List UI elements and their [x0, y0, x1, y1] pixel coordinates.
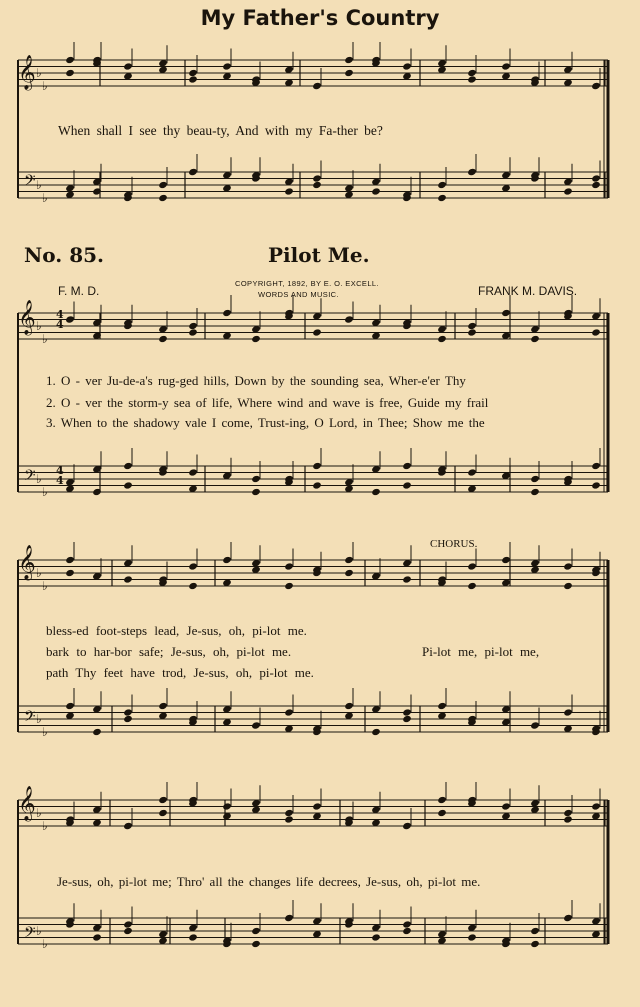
note-head [123, 481, 133, 489]
treble-clef-icon: 𝄞 [18, 786, 36, 821]
flat-icon: ♭ [36, 712, 42, 726]
note-head [530, 488, 540, 496]
note-head [123, 920, 133, 928]
note-head [65, 69, 75, 77]
note-head [158, 796, 168, 804]
flat-icon: ♭ [36, 806, 42, 820]
verse-2-line-2: bark to har-bor safe; Je-sus, oh, pi-lot me. [46, 644, 292, 659]
note-head [563, 187, 573, 195]
note-head [188, 562, 198, 570]
flat-icon: ♭ [36, 924, 42, 938]
bass-clef-icon: 𝄢 [24, 708, 36, 729]
note-head [371, 933, 381, 941]
note-head [312, 82, 322, 90]
note-head [530, 940, 540, 948]
note-head [437, 702, 447, 710]
note-head [65, 702, 75, 710]
note-head [467, 328, 477, 336]
note-head [402, 920, 412, 928]
chorus-words: Pi-lot me, pi-lot me, [422, 644, 540, 659]
flat-icon: ♭ [42, 191, 48, 205]
note-head [467, 322, 477, 330]
flat-icon: ♭ [42, 937, 48, 951]
note-head [437, 809, 447, 817]
note-head [158, 181, 168, 189]
note-head [312, 802, 322, 810]
note-head [591, 802, 601, 810]
composer: FRANK M. DAVIS. [478, 284, 578, 298]
note-head [437, 181, 447, 189]
note-head [158, 702, 168, 710]
note-head [501, 62, 511, 70]
note-head [188, 75, 198, 83]
note-head [312, 174, 322, 182]
note-head [344, 556, 354, 564]
bass-clef-icon: 𝄢 [24, 172, 36, 193]
note-head [188, 322, 198, 330]
note-head [530, 927, 540, 935]
note-head [467, 168, 477, 176]
note-head [312, 181, 322, 189]
words-and-music: WORDS AND MUSIC. [258, 290, 339, 299]
note-head [284, 914, 294, 922]
treble-clef-icon: 𝄞 [18, 300, 36, 335]
note-head [188, 168, 198, 176]
note-head [402, 715, 412, 723]
note-head [123, 927, 133, 935]
note-head [371, 187, 381, 195]
verse-1-line-1: 1. O - ver Ju-de-a's rug-ged hills, Down by the sounding sea, Wher-e'er Thy [46, 373, 466, 388]
note-head [467, 75, 477, 83]
flat-icon: ♭ [36, 66, 42, 80]
note-head [563, 815, 573, 823]
note-head [344, 702, 354, 710]
note-head [158, 194, 168, 202]
note-head [402, 708, 412, 716]
bass-clef-icon: 𝄢 [24, 467, 36, 488]
previous-hymn-title: My Father's Country [200, 6, 440, 30]
note-head [222, 309, 232, 317]
flat-icon: ♭ [42, 579, 48, 593]
flat-icon: ♭ [36, 566, 42, 580]
note-head [284, 815, 294, 823]
note-head [402, 481, 412, 489]
note-head [530, 721, 540, 729]
note-head [591, 82, 601, 90]
note-head [284, 809, 294, 817]
note-head [65, 315, 75, 323]
note-head [251, 927, 261, 935]
verse-2-line-1: 2. O - ver the storm-y sea of life, Where wind and wave is free, Guide my frail [46, 395, 489, 410]
note-head [402, 927, 412, 935]
note-head [437, 194, 447, 202]
author-initials: F. M. D. [58, 284, 100, 298]
note-head [312, 328, 322, 336]
note-head [467, 468, 477, 476]
note-head [591, 481, 601, 489]
note-head [563, 914, 573, 922]
note-head [65, 556, 75, 564]
flat-icon: ♭ [36, 178, 42, 192]
previous-hymn-lyric: When shall I see thy beau-ty, And with my Fa-ther be? [58, 123, 383, 138]
note-head [222, 62, 232, 70]
note-head [344, 315, 354, 323]
note-head [530, 335, 540, 343]
note-head [344, 56, 354, 64]
note-head [188, 933, 198, 941]
hymn-number: No. 85. [24, 243, 104, 267]
note-head [530, 475, 540, 483]
note-head [402, 462, 412, 470]
note-head [467, 69, 477, 77]
note-head [467, 933, 477, 941]
note-head [123, 462, 133, 470]
note-head [591, 181, 601, 189]
note-head [123, 708, 133, 716]
note-head [591, 174, 601, 182]
verse-1-line-2: bless-ed foot-steps lead, Je-sus, oh, pi-lot me. [46, 623, 307, 638]
note-head [402, 575, 412, 583]
note-head [158, 809, 168, 817]
note-head [284, 708, 294, 716]
note-head [501, 556, 511, 564]
flat-icon: ♭ [42, 725, 48, 739]
note-head [371, 488, 381, 496]
note-head [123, 575, 133, 583]
flat-icon: ♭ [42, 332, 48, 346]
note-head [284, 582, 294, 590]
note-head [402, 822, 412, 830]
flat-icon: ♭ [36, 472, 42, 486]
flat-icon: ♭ [36, 319, 42, 333]
hymn-title: Pilot Me. [268, 243, 370, 267]
flat-icon: ♭ [42, 485, 48, 499]
note-head [188, 69, 198, 77]
time-signature: 4 4 [56, 464, 64, 487]
chorus-line: Je-sus, oh, pi-lot me; Thro' all the changes life decrees, Je-sus, oh, pi-lot me. [57, 874, 481, 889]
flat-icon: ♭ [42, 79, 48, 93]
note-head [188, 582, 198, 590]
note-head [563, 809, 573, 817]
note-head [402, 62, 412, 70]
note-head [437, 335, 447, 343]
note-head [188, 468, 198, 476]
note-head [467, 562, 477, 570]
note-head [123, 62, 133, 70]
note-head [501, 309, 511, 317]
note-head [501, 802, 511, 810]
note-head [371, 728, 381, 736]
note-head [591, 328, 601, 336]
verse-3-line-1: 3. When to the shadowy vale I come, Trust-ing, O Lord, in Thee; Show me the [46, 415, 485, 430]
note-head [591, 462, 601, 470]
note-head [563, 562, 573, 570]
note-head [65, 569, 75, 577]
note-head [251, 488, 261, 496]
note-head [312, 481, 322, 489]
note-head [251, 721, 261, 729]
note-head [222, 556, 232, 564]
flat-icon: ♭ [42, 819, 48, 833]
note-head [65, 56, 75, 64]
chorus-label: CHORUS. [430, 538, 478, 550]
treble-clef-icon: 𝄞 [18, 55, 36, 90]
note-head [92, 728, 102, 736]
note-head [251, 335, 261, 343]
note-head [284, 562, 294, 570]
note-head [222, 802, 232, 810]
time-signature: 4 4 [56, 308, 64, 331]
note-head [284, 187, 294, 195]
note-head [344, 569, 354, 577]
note-head [467, 582, 477, 590]
verse-3-line-2: path Thy feet have trod, Je-sus, oh, pi-lot me. [46, 665, 314, 680]
note-head [188, 328, 198, 336]
bass-clef-icon: 𝄢 [24, 924, 36, 945]
note-head [123, 822, 133, 830]
note-head [344, 69, 354, 77]
note-head [92, 933, 102, 941]
copyright-notice: COPYRIGHT, 1892, BY E. O. EXCELL. [235, 279, 379, 288]
note-head [563, 582, 573, 590]
note-head [251, 940, 261, 948]
note-head [251, 475, 261, 483]
note-head [312, 462, 322, 470]
note-head [158, 335, 168, 343]
note-head [437, 796, 447, 804]
treble-clef-icon: 𝄞 [18, 545, 36, 580]
note-head [123, 715, 133, 723]
note-head [563, 708, 573, 716]
